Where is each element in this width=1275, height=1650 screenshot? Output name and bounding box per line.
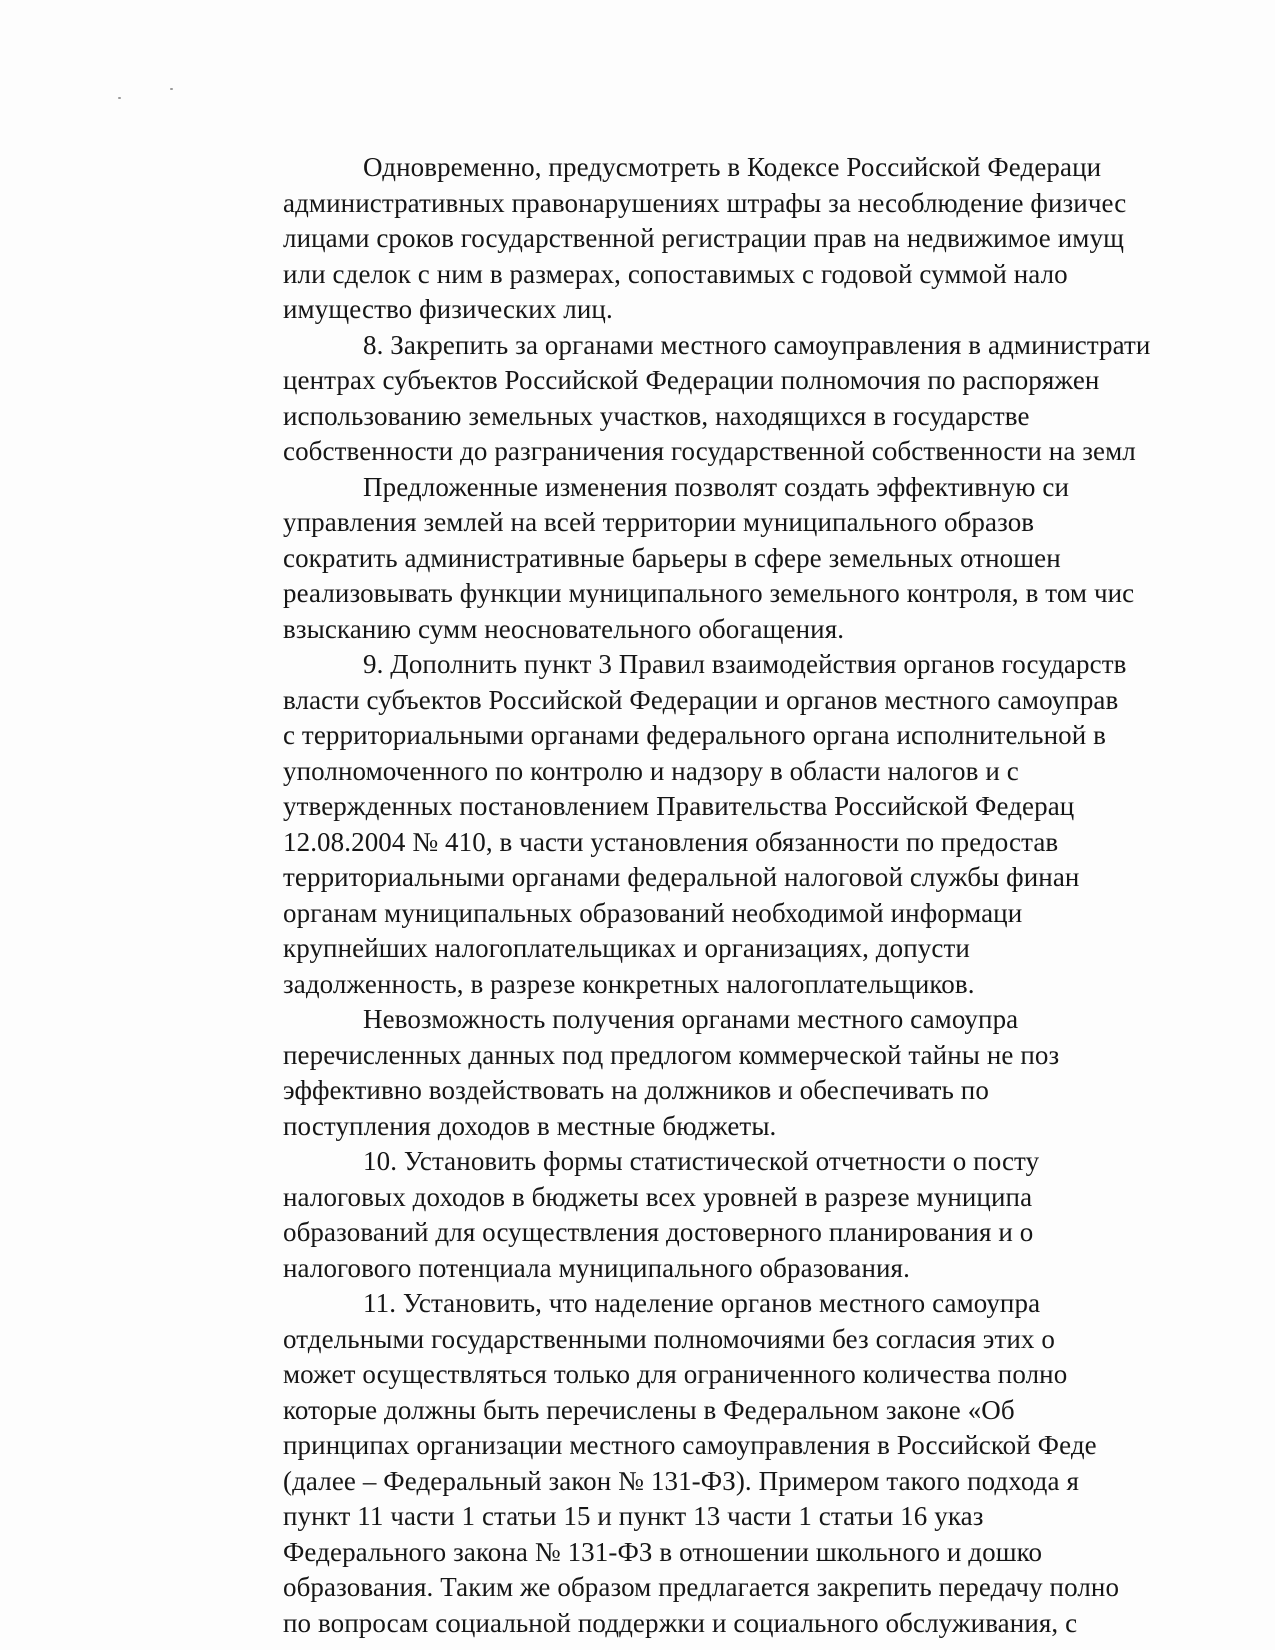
text-line: (далее – Федеральный закон № 131-ФЗ). Примером такого подхода я — [283, 1465, 1079, 1496]
text-line: 12.08.2004 № 410, в части установления обязанности по предостав — [283, 826, 1059, 857]
paragraph-first-line: Предложенные изменения позволят создать эффективную си — [363, 471, 1070, 502]
text-line: может осуществляться только для ограниченного количества полно — [283, 1359, 1068, 1389]
text-line: перечисленных данных под предлогом коммерческой тайны не поз — [283, 1039, 1060, 1070]
text-line: территориальными органами федеральной налоговой службы финан — [283, 862, 1080, 892]
text-line: сократить административные барьеры в сфере земельных отношен — [283, 542, 1061, 573]
paragraph-first-line: 11. Установить, что наделение органов местного самоупра — [363, 1288, 1041, 1318]
text-line: образований для осуществления достоверного планирования и о — [283, 1217, 1034, 1247]
text-line: Федерального закона № 131-ФЗ в отношении школьного и дошко — [283, 1536, 1043, 1567]
text-line: налогового потенциала муниципального образования. — [283, 1252, 910, 1283]
text-line: лицами сроков государственной регистрации прав на недвижимое имущ — [283, 223, 1124, 253]
text-line: власти субъектов Российской Федерации и органов местного самоуправ — [283, 684, 1119, 715]
text-line: или сделок с ним в размерах, сопоставимых с годовой суммой нало — [283, 258, 1068, 289]
paragraph-first-line: Одновременно, предусмотреть в Кодексе Российской Федераци — [363, 152, 1102, 182]
text-line: административных правонарушениях штрафы за несоблюдение физичес — [283, 187, 1127, 218]
scan-speck — [170, 88, 173, 90]
text-line: органам муниципальных образований необходимой информаци — [283, 897, 1023, 928]
scan-speck — [118, 97, 121, 99]
text-line: взысканию сумм неосновательного обогащения. — [283, 613, 845, 644]
text-line: центрах субъектов Российской Федерации полномочия по распоряжен — [283, 365, 1100, 395]
document-body — [283, 150, 1275, 1641]
text-line: с территориальными органами федерального органа исполнительной в — [283, 720, 1106, 750]
text-line: по вопросам социальной поддержки и социального обслуживания, с — [283, 1607, 1078, 1638]
paragraph-first-line: 8. Закрепить за органами местного самоуправления в администрати — [363, 329, 1151, 360]
text-line: собственности до разграничения государственной собственности на земл — [283, 436, 1136, 466]
text-line: уполномоченного по контролю и надзору в области налогов и с — [283, 755, 1019, 786]
text-line: имущество физических лиц. — [283, 294, 613, 324]
text-line: задолженность, в разрезе конкретных налогоплательщиков. — [283, 968, 975, 999]
text-line: отдельными государственными полномочиями без согласия этих о — [283, 1323, 1055, 1354]
paragraph-first-line: Невозможность получения органами местного самоупра — [363, 1004, 1019, 1034]
text-line: которые должны быть перечислены в Федеральном законе «Об — [283, 1394, 1015, 1425]
text-line: крупнейших налогоплательщиках и организациях, допусти — [283, 933, 970, 963]
text-line: образования. Таким же образом предлагается закрепить передачу полно — [283, 1572, 1120, 1602]
text-line: использованию земельных участков, находящихся в государстве — [283, 400, 1030, 431]
paragraph-first-line: 10. Установить формы статистической отчетности о посту — [363, 1146, 1040, 1176]
text-line: эффективно воздействовать на должников и обеспечивать по — [283, 1075, 989, 1105]
text-line: налоговых доходов в бюджеты всех уровней в разрезе муниципа — [283, 1181, 1033, 1212]
text-line: управления землей на всей территории муниципального образов — [283, 507, 1035, 537]
text-line: принципах организации местного самоуправления в Российской Феде — [283, 1430, 1097, 1460]
text-line: пункт 11 части 1 статьи 15 и пункт 13 части 1 статьи 16 указ — [283, 1501, 984, 1531]
paragraph-first-line: 9. Дополнить пункт 3 Правил взаимодействия органов государств — [363, 649, 1127, 679]
text-line: поступления доходов в местные бюджеты. — [283, 1110, 777, 1141]
text-line: реализовывать функции муниципального земельного контроля, в том чис — [283, 578, 1135, 608]
text-line: утвержденных постановлением Правительства Российской Федерац — [283, 791, 1075, 821]
